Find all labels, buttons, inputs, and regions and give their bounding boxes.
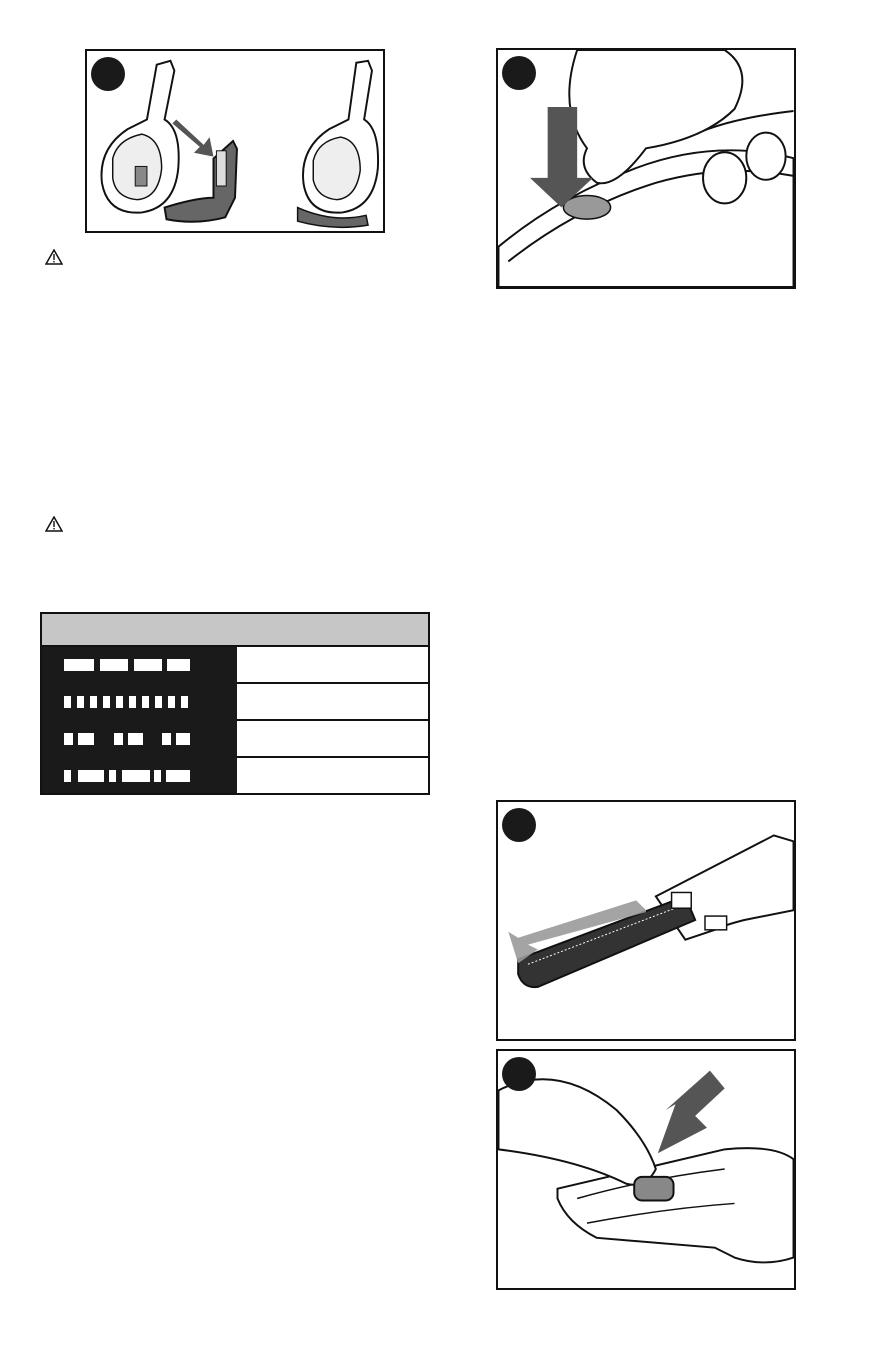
warning-triangle-icon [45, 516, 63, 532]
led-description [237, 684, 428, 721]
crevice-tool-slide-icon [498, 802, 794, 1039]
figure-release-button [496, 48, 796, 289]
release-button-press-icon [498, 50, 794, 287]
led-pattern-short-long-blinks [42, 758, 237, 794]
led-description [237, 721, 428, 758]
led-pattern-rapid-blinks [42, 684, 237, 720]
led-pattern-column [42, 647, 237, 793]
led-pattern-long-blinks [42, 647, 237, 683]
led-indicator-table [40, 612, 430, 795]
figure-badge [91, 57, 125, 91]
figure-crevice-tool [496, 800, 796, 1041]
led-pattern-double-blinks [42, 721, 237, 757]
led-description [237, 647, 428, 684]
led-description [237, 758, 428, 795]
button-press-icon [498, 1051, 794, 1288]
led-table-header [42, 614, 428, 647]
figure-badge [502, 56, 536, 90]
figure-button-press [496, 1049, 796, 1290]
figure-badge [502, 1057, 536, 1091]
figure-badge [502, 808, 536, 842]
warning-triangle-icon [45, 249, 63, 265]
charging-base-icon [87, 51, 383, 231]
figure-charging-base [85, 49, 385, 233]
